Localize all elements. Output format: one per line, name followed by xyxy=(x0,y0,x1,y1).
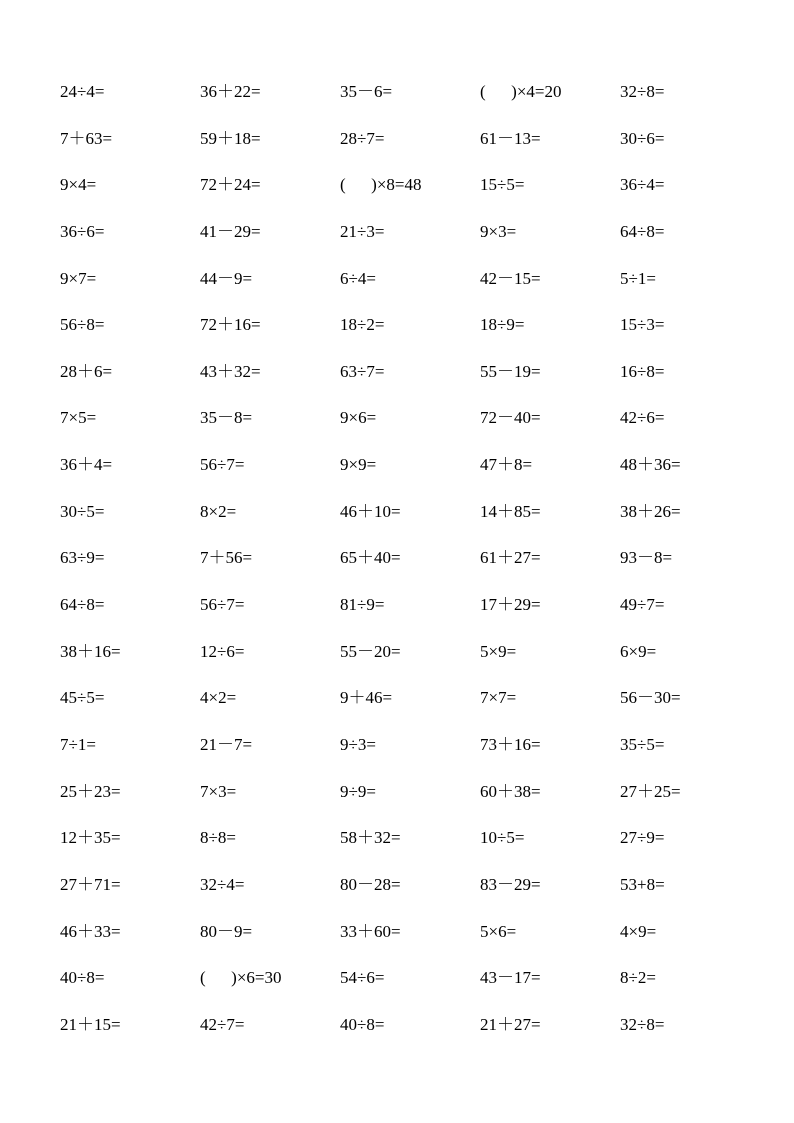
math-problem: 65＋40= xyxy=(340,548,401,568)
math-problem: 7×7= xyxy=(480,688,517,708)
math-problem: 83－29= xyxy=(480,874,541,894)
math-problem: 5×6= xyxy=(480,921,517,941)
math-problem: 24÷4= xyxy=(60,82,105,101)
math-problem: 42－15= xyxy=(480,268,541,288)
math-problem: 27＋71= xyxy=(60,874,121,894)
math-problem: 55－19= xyxy=(480,361,541,381)
math-problem: 64÷8= xyxy=(620,221,665,241)
math-problem: 8÷8= xyxy=(200,828,236,848)
math-problem: 41－29= xyxy=(200,221,261,241)
math-problem: 61＋27= xyxy=(480,548,541,568)
math-problem: 40÷8= xyxy=(60,968,105,988)
problem-row xyxy=(0,402,794,449)
problem-row xyxy=(0,263,794,310)
math-problem: 28÷7= xyxy=(340,128,385,148)
problem-row xyxy=(0,169,794,216)
math-problem: 56－30= xyxy=(620,688,681,708)
math-problem: 8×2= xyxy=(200,501,237,521)
problem-row xyxy=(0,123,794,170)
math-problem: 35－8= xyxy=(200,408,253,428)
math-problem: 49÷7= xyxy=(620,595,665,615)
math-problem: 44－9= xyxy=(200,268,253,288)
problem-row xyxy=(0,962,794,1009)
math-problem: 7÷1= xyxy=(60,734,96,754)
math-problem: 9＋46= xyxy=(340,688,393,708)
problem-row xyxy=(0,589,794,636)
math-problem: 9÷3= xyxy=(340,734,376,754)
math-problem: 42÷7= xyxy=(200,1014,245,1034)
math-problem: 43＋32= xyxy=(200,361,261,381)
math-problem: 10÷5= xyxy=(480,828,525,848)
math-problem: 58＋32= xyxy=(340,828,401,848)
math-problem: 7＋56= xyxy=(200,548,253,568)
math-problem: ( )×6=30 xyxy=(200,968,282,988)
math-problem: 35÷5= xyxy=(620,734,665,754)
problem-row xyxy=(0,542,794,589)
math-problem: 7×5= xyxy=(60,408,97,428)
math-problem: 48＋36= xyxy=(620,455,681,475)
math-problem: 63÷9= xyxy=(60,548,105,568)
math-problem: 27÷9= xyxy=(620,828,665,848)
math-problem: 60＋38= xyxy=(480,781,541,801)
math-problem: 36÷4= xyxy=(620,175,665,195)
math-problem: 81÷9= xyxy=(340,595,385,615)
math-problem: 9×6= xyxy=(340,408,377,428)
math-problem: 25＋23= xyxy=(60,781,121,801)
math-problem: 43－17= xyxy=(480,968,541,988)
problem-row xyxy=(0,496,794,543)
math-problem: 6÷4= xyxy=(340,268,376,288)
math-problem: 12÷6= xyxy=(200,641,245,661)
math-problem: 32÷8= xyxy=(620,1014,665,1034)
math-problem: 80－28= xyxy=(340,874,401,894)
math-problem: 14＋85= xyxy=(480,501,541,521)
math-problem: 4×9= xyxy=(620,921,657,941)
math-problem: 9÷9= xyxy=(340,781,376,801)
problem-row xyxy=(0,1009,794,1056)
math-problem: 9×4= xyxy=(60,175,97,195)
math-problem: 38＋26= xyxy=(620,501,681,521)
math-problem: 12＋35= xyxy=(60,828,121,848)
math-problem: 36＋22= xyxy=(200,82,261,101)
math-problem: 59＋18= xyxy=(200,128,261,148)
math-problem: 33＋60= xyxy=(340,921,401,941)
problem-row xyxy=(0,916,794,963)
math-problem: 18÷9= xyxy=(480,315,525,335)
problem-row xyxy=(0,356,794,403)
problem-row xyxy=(0,682,794,729)
math-problem: 7＋63= xyxy=(60,128,113,148)
math-problem: 72＋16= xyxy=(200,315,261,335)
math-problem: 15÷5= xyxy=(480,175,525,195)
math-problem: ( )×4=20 xyxy=(480,82,562,101)
math-problem: 45÷5= xyxy=(60,688,105,708)
problem-row xyxy=(0,822,794,869)
math-problem: 32÷4= xyxy=(200,874,245,894)
math-problem: 5÷1= xyxy=(620,268,656,288)
math-problem: 32÷8= xyxy=(620,82,665,101)
math-problem: 15÷3= xyxy=(620,315,665,335)
math-problem: 8÷2= xyxy=(620,968,656,988)
math-problem: 93－8= xyxy=(620,548,673,568)
problem-row xyxy=(0,636,794,683)
math-problem: 21＋15= xyxy=(60,1014,121,1034)
math-problem: 54÷6= xyxy=(340,968,385,988)
problem-row xyxy=(0,729,794,776)
math-problem: 72－40= xyxy=(480,408,541,428)
math-problem: 40÷8= xyxy=(340,1014,385,1034)
math-problem: ( )×8=48 xyxy=(340,175,422,195)
problem-row xyxy=(0,776,794,823)
math-problem: 5×9= xyxy=(480,641,517,661)
math-problem: 30÷6= xyxy=(620,128,665,148)
math-problem: 63÷7= xyxy=(340,361,385,381)
math-problem: 73＋16= xyxy=(480,734,541,754)
math-problem: 21÷3= xyxy=(340,221,385,241)
problem-grid xyxy=(0,76,794,1055)
problem-row xyxy=(0,869,794,916)
math-problem: 27＋25= xyxy=(620,781,681,801)
math-problem: 21－7= xyxy=(200,734,253,754)
math-problem: 16÷8= xyxy=(620,361,665,381)
problem-row xyxy=(0,309,794,356)
math-problem: 7×3= xyxy=(200,781,237,801)
math-problem: 28＋6= xyxy=(60,361,113,381)
math-problem: 61－13= xyxy=(480,128,541,148)
problem-row xyxy=(0,76,794,123)
math-problem: 9×7= xyxy=(60,268,97,288)
math-problem: 53+8= xyxy=(620,874,665,894)
math-problem: 56÷7= xyxy=(200,455,245,475)
math-problem: 9×3= xyxy=(480,221,517,241)
math-problem: 47＋8= xyxy=(480,455,533,475)
math-problem: 36＋4= xyxy=(60,455,113,475)
math-problem: 9×9= xyxy=(340,455,377,475)
math-problem: 38＋16= xyxy=(60,641,121,661)
math-problem: 64÷8= xyxy=(60,595,105,615)
math-problem: 46＋33= xyxy=(60,921,121,941)
math-problem: 80－9= xyxy=(200,921,253,941)
math-problem: 56÷7= xyxy=(200,595,245,615)
math-problem: 30÷5= xyxy=(60,501,105,521)
problem-row xyxy=(0,449,794,496)
math-problem: 55－20= xyxy=(340,641,401,661)
math-problem: 56÷8= xyxy=(60,315,105,335)
math-problem: 35－6= xyxy=(340,82,393,101)
math-problem: 36÷6= xyxy=(60,221,105,241)
math-problem: 46＋10= xyxy=(340,501,401,521)
math-problem: 4×2= xyxy=(200,688,237,708)
problem-row xyxy=(0,216,794,263)
math-problem: 42÷6= xyxy=(620,408,665,428)
math-problem: 6×9= xyxy=(620,641,657,661)
math-problem: 72＋24= xyxy=(200,175,261,195)
math-problem: 17＋29= xyxy=(480,595,541,615)
math-problem: 21＋27= xyxy=(480,1014,541,1034)
math-problem: 18÷2= xyxy=(340,315,385,335)
